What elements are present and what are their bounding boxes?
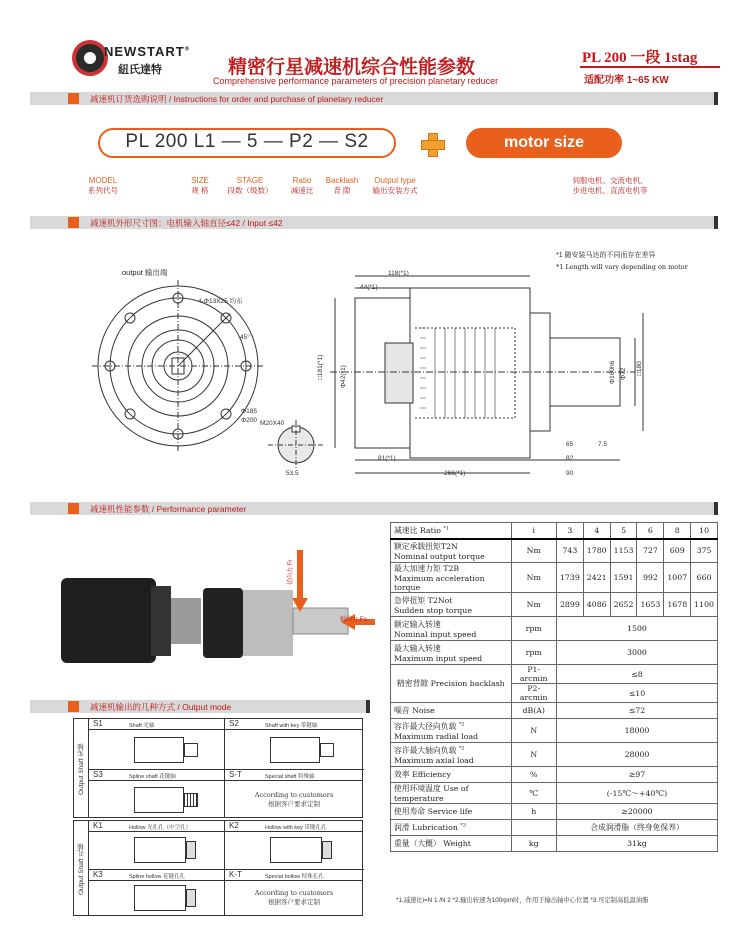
- radial-force-label: 径向力 Fr: [288, 559, 294, 585]
- table-row: 额定承载扭矩T2N Nominal output torque Nm 743 1780 1153 727 609 375: [391, 539, 718, 563]
- dim-hole: 4-Φ13X25 均布: [198, 298, 243, 305]
- table-row: 效率 Efficiency % ≥97: [391, 767, 718, 783]
- table-footnote: *1.减速比i=N 1 /N 2 *2.输出转速为100rpm时，作用于输出轴中心位置 *3.可定制高低温油脂: [396, 897, 649, 904]
- dim-left-1: □181(*1): [317, 354, 324, 380]
- drawing-note-en: *1 Length will vary depending on motor: [556, 263, 688, 271]
- hollow-shaft-label: Output Shaft 孔轴: [78, 843, 85, 895]
- shaft-s3-spline: [184, 793, 198, 807]
- table-row: 额定输入转速 Nominal input speed rpm 1500: [391, 617, 718, 641]
- mode-s3: S3 Spline shaft 花键轴: [89, 770, 224, 781]
- motor-types: 伺服电机、交流电机、 步进电机、直流电机等: [572, 176, 648, 195]
- plus-icon: [421, 133, 443, 155]
- mode-k1: K1 Hollow 光孔孔（中空孔）: [89, 821, 224, 832]
- hollow-k3-drawing: [134, 885, 186, 911]
- table-row: 急停扭矩 T2Not Sudden stop torque Nm 2899 4086 2652 1653 1678 1100: [391, 593, 718, 617]
- section-marker-icon: [68, 503, 79, 514]
- hollow-k1-flange: [186, 841, 196, 859]
- label-output-type: Output type 输出安装方式: [372, 176, 418, 195]
- table-row: 润滑 Lubrication $^{*3}$ 合成润滑脂（终身免保养）: [391, 820, 718, 836]
- section-dimension: [30, 216, 718, 229]
- dim-angle: 45°: [240, 334, 250, 341]
- dim-44: 44(*1): [360, 284, 378, 291]
- section-order-title: 减速机订货选购说明 / Instructions for order and purchase of planetary reducer: [90, 94, 384, 104]
- power-range: 适配功率 1~65 KW: [584, 75, 669, 86]
- label-stage: STAGE 段数（级数）: [227, 176, 273, 195]
- table-row: 使用寿命 Service life h ≥20000: [391, 804, 718, 820]
- brand-name-cn: 紐氏達特: [118, 64, 162, 76]
- front-view-drawing: [90, 278, 280, 478]
- shaft-s1-tip: [184, 743, 198, 757]
- custom-hollow: According to customers 根据客户要求定制: [254, 889, 334, 906]
- dim-65: 65: [566, 441, 574, 448]
- page-subtitle: Comprehensive performance parameters of precision planetary reducer: [213, 76, 499, 86]
- mode-s2: S2 Shaft with key 带键轴: [225, 719, 362, 730]
- dim-right-3: Φ72: [620, 367, 627, 380]
- shaft-s1-drawing: [134, 737, 184, 763]
- section-dimension-title: 减速机外形尺寸图：电机输入轴直径≤42 / Input ≤42: [90, 218, 283, 228]
- label-ratio: Ratio 减速比: [290, 176, 314, 195]
- shaft-s2-drawing: [270, 737, 320, 763]
- table-row: 重量（大概） Weight kg 31kg: [391, 836, 718, 852]
- ratio-header: 减速比 Ratio $^{*1}$: [391, 523, 512, 539]
- axial-force-label: 轴向力 Fa: [340, 617, 367, 623]
- mode-s1: S1 Shaft 光轴: [89, 719, 224, 730]
- table-row: 容许最大径向负载 $^{*2}$ Maximum radial load N 18000: [391, 719, 718, 743]
- table-row: P2-arcmin ≤10: [391, 684, 718, 703]
- mode-k2: K2 Hollow with key 带键孔孔: [225, 821, 362, 832]
- output-label: output 输出端: [122, 268, 168, 277]
- dim-185: Φ185: [241, 408, 258, 415]
- shaft-end-view: [268, 420, 328, 470]
- table-row: 噪音 Noise dB(A) ≤72: [391, 703, 718, 719]
- dim-82: 82: [566, 455, 574, 462]
- label-model: MODEL 系列代号: [88, 176, 118, 195]
- product-photo: [55, 550, 375, 690]
- label-backlash: Backlash 背 隙: [325, 176, 359, 195]
- section-output-title: 减速机输出的几种方式 / Output mode: [90, 702, 232, 712]
- section-performance: [30, 502, 718, 515]
- solid-shaft-label: Output Shaft 实轴: [78, 743, 85, 795]
- hollow-k1-drawing: [134, 837, 186, 863]
- table-row: 最大输入转速 Maximum input speed rpm 3000: [391, 641, 718, 665]
- dim-90: 90: [566, 470, 574, 477]
- custom-solid: According to customers 根据客户要求定制: [254, 791, 334, 808]
- solid-shaft-box: [73, 718, 363, 818]
- mode-kt: K-T Special hollow 特殊孔孔: [225, 870, 362, 881]
- table-row: 容许最大轴向负载 $^{*2}$ Maximum axial load N 28000: [391, 743, 718, 767]
- section-marker-icon: [68, 217, 79, 228]
- section-performance-title: 减速机性能参数 / Performance parameter: [90, 504, 247, 514]
- dim-right-2: Φ160h6: [609, 360, 616, 384]
- section-marker-icon: [68, 701, 79, 712]
- order-code: PL 200 L1 — 5 — P2 — S2: [125, 131, 369, 152]
- model-tag: PL 200 一段 1stag: [582, 50, 698, 66]
- section-output-mode: [30, 700, 370, 713]
- table-row: 最大加速力矩 T2B Maximum acceleration torque Nm 1739 2421 1591 992 1007 660: [391, 563, 718, 593]
- dim-left-2: Φ42(*1): [340, 365, 347, 388]
- page-title: 精密行星减速机综合性能参数: [228, 56, 476, 78]
- mode-k3: K3 Spline hollow 花键孔孔: [89, 870, 224, 881]
- mode-st: S-T Special shaft 特殊轴: [225, 770, 362, 781]
- drawing-note-cn: *1 随安装马达的不同而存在差异: [556, 252, 656, 259]
- hollow-k2-drawing: [270, 837, 322, 863]
- brand-name: NEWSTART®: [104, 44, 191, 59]
- motor-size-badge: motor size: [466, 128, 622, 158]
- table-row: 精密背隙 Precision backlash P1-arcmin ≤8: [391, 665, 718, 684]
- dim-right-1: □180: [636, 361, 643, 376]
- model-rule: [580, 66, 720, 68]
- dim-7-5: 7.5: [598, 441, 608, 448]
- shaft-s3-drawing: [134, 787, 184, 813]
- brand-logo-icon: [72, 40, 108, 76]
- dim-81: 81(*1): [378, 455, 396, 462]
- hollow-k2-flange: [322, 841, 332, 859]
- dim-m20: M20X40: [260, 420, 285, 427]
- hollow-shaft-box: [73, 820, 363, 916]
- label-size: SIZE 规 格: [191, 176, 209, 195]
- section-marker-icon: [68, 93, 79, 104]
- table-row: 使用环境温度 Use of temperature ℃ (-15℃～+40℃): [391, 783, 718, 804]
- section-order: [30, 92, 718, 105]
- hollow-k3-flange: [186, 889, 196, 907]
- dim-53-5: 53.5: [286, 470, 299, 477]
- performance-table: 减速比 Ratio $^{*1}$ i 3 4 5 6 8 10 额定承载扭矩T2N Nominal output torque Nm 743 1780 1153 727 609 375 最大加速力矩 T2B Maximum acceleration torque Nm 1739 2421 1591 992 1007 660 急停扭矩 T2Not Sudden stop torque Nm 2899 4086 2652 1653 1678 1100 额定输入转速 Nominal input speed rpm 1500 最大输入转速 Maximum input speed rpm 3000 精密背隙 Precision backlash P1-arcmin ≤8 P2-arcmin ≤10 噪音 Noise dB(A) ≤72 容许最大径向负载 $^{*2}$ Maximum radial load N 18000 容许最大轴向负载 $^{*2}$ Maximum axial load N 28000 效率 Efficiency % ≥97 使用环境温度 Use of temperature ℃ (-15℃～+40℃) 使用寿命 Service life h ≥20000 润滑 Lubrication $^{*3}$ 合成润滑脂（终身免保养） 重量（大概） Weight kg 31kg: [390, 522, 718, 852]
- dim-266: 266(*1): [444, 470, 466, 477]
- dim-200: Φ200: [241, 417, 258, 424]
- shaft-s2-tip: [320, 743, 334, 757]
- dim-118: 118(*1): [388, 270, 409, 277]
